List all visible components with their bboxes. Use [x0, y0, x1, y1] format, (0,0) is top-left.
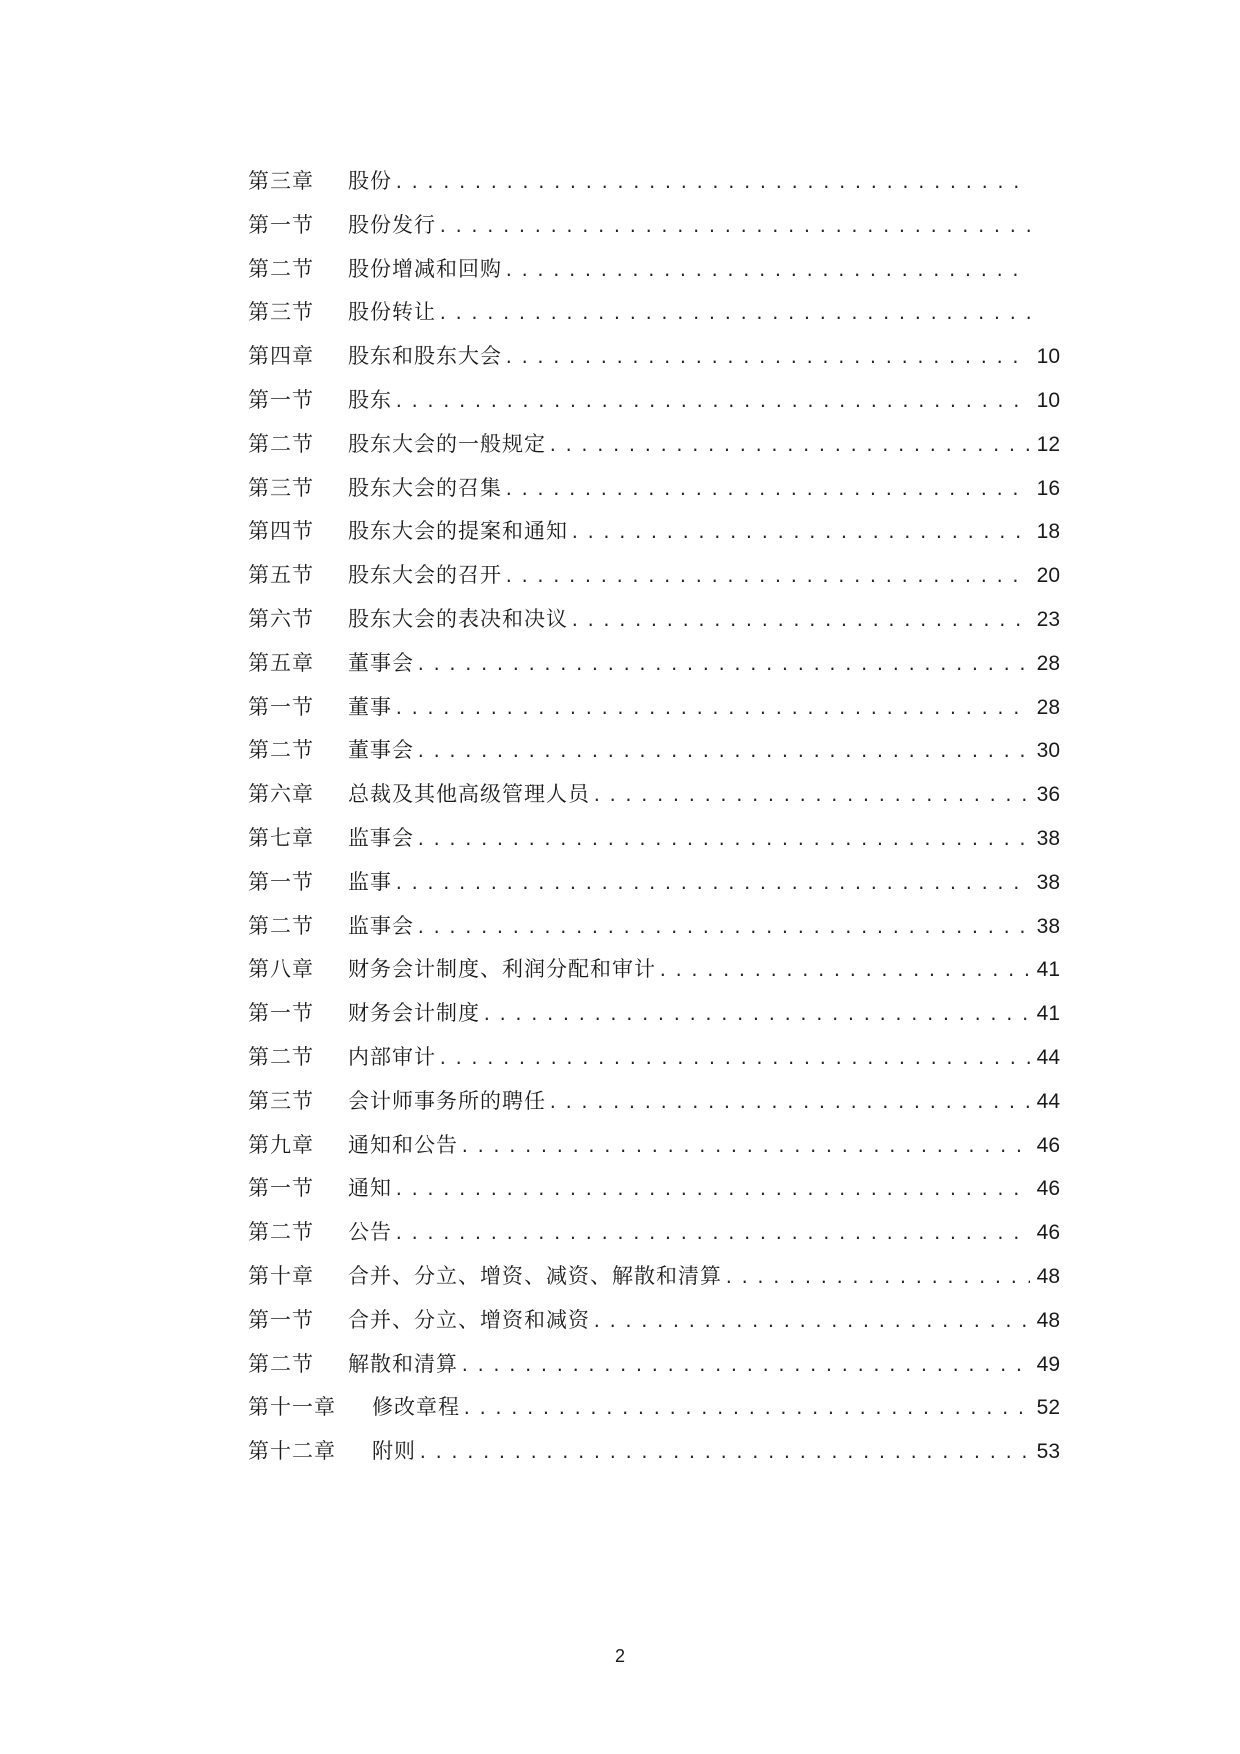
toc-leader-dots	[394, 687, 1030, 731]
toc-entry-page: 38	[1036, 870, 1060, 894]
toc-leader-dots	[394, 1212, 1030, 1256]
toc-entry[interactable]	[248, 335, 1060, 379]
toc-entry-title: 股东和股东大会	[348, 344, 502, 369]
toc-leader-dots	[438, 292, 1030, 336]
toc-entry[interactable]	[248, 729, 1060, 773]
toc-entry[interactable]	[248, 248, 1060, 292]
toc-leader-dots	[460, 1344, 1030, 1388]
toc-entry-title: 股份增减和回购	[348, 256, 502, 281]
toc-entry-label: 第二节	[248, 1044, 314, 1069]
toc-entry[interactable]	[248, 423, 1060, 467]
toc-leader-dots	[462, 1387, 1030, 1431]
toc-leader-dots	[504, 249, 1030, 293]
toc-leader-dots	[418, 1431, 1030, 1475]
toc-entry[interactable]	[248, 642, 1060, 686]
toc-entry[interactable]	[248, 510, 1060, 554]
toc-entry-page: 46	[1036, 1221, 1060, 1245]
toc-entry-label: 第六章	[248, 782, 314, 807]
toc-leader-dots	[394, 161, 1030, 205]
toc-entry-title: 合并、分立、增资和减资	[348, 1307, 590, 1332]
toc-entry[interactable]	[248, 773, 1060, 817]
toc-entry-page: 52	[1036, 1396, 1060, 1420]
toc-entry-page: 48	[1036, 1308, 1060, 1332]
toc-entry-title: 董事会	[348, 738, 414, 763]
toc-entry-label: 第三章	[248, 169, 314, 193]
toc-entry-label: 第十一章	[248, 1395, 336, 1420]
toc-leader-dots	[416, 643, 1030, 687]
toc-entry-page: 36	[1036, 783, 1060, 807]
toc-entry-title: 通知和公告	[348, 1132, 458, 1157]
toc-entry-title: 财务会计制度、利润分配和审计	[348, 957, 656, 982]
toc-entry-page: 28	[1036, 651, 1060, 675]
toc-entry[interactable]	[248, 1386, 1060, 1430]
toc-entry-title: 监事会	[348, 913, 414, 938]
toc-entry-title: 股东大会的提案和通知	[348, 519, 568, 544]
toc-entry[interactable]	[248, 1167, 1060, 1211]
toc-entry-label: 第五章	[248, 650, 314, 675]
toc-entry-title: 股份发行	[348, 212, 436, 237]
toc-entry-label: 第三节	[248, 300, 314, 325]
toc-entry-page: 41	[1036, 1002, 1060, 1026]
toc-entry-title: 股东大会的召集	[348, 475, 502, 500]
toc-entry-title: 股东大会的召开	[348, 563, 502, 588]
toc-entry[interactable]	[248, 291, 1060, 335]
toc-entry-page: 10	[1036, 345, 1060, 369]
toc-entry-label: 第一节	[248, 1176, 314, 1201]
toc-entry-title: 股份	[348, 169, 392, 193]
toc-entry-page: 10	[1036, 388, 1060, 412]
toc-entry-title: 通知	[348, 1176, 392, 1201]
toc-entry-label: 第一节	[248, 869, 314, 894]
page-number: 2	[614, 1646, 625, 1666]
toc-leader-dots	[504, 555, 1030, 599]
toc-leader-dots	[504, 468, 1030, 512]
toc-entry[interactable]	[248, 554, 1060, 598]
toc-entry[interactable]	[248, 1124, 1060, 1168]
toc-leader-dots	[570, 511, 1030, 555]
toc-leader-dots	[416, 818, 1030, 862]
toc-entry-page: 41	[1036, 958, 1060, 982]
toc-entry[interactable]	[248, 1430, 1060, 1474]
toc-entry-title: 解散和清算	[348, 1351, 458, 1376]
toc-entry-page: 49	[1036, 1352, 1060, 1376]
toc-leader-dots	[438, 1037, 1030, 1081]
toc-leader-dots	[592, 1300, 1030, 1344]
toc-leader-dots	[482, 993, 1030, 1037]
toc-leader-dots	[416, 730, 1030, 774]
toc-entry[interactable]	[248, 598, 1060, 642]
toc-entry-title: 会计师事务所的聘任	[348, 1088, 546, 1113]
toc-leader-dots	[592, 774, 1030, 818]
toc-entry-title: 内部审计	[348, 1044, 436, 1069]
toc-entry[interactable]	[248, 1211, 1060, 1255]
toc-entry[interactable]	[248, 1080, 1060, 1124]
toc-leader-dots	[504, 336, 1030, 380]
toc-leader-dots	[658, 949, 1030, 993]
toc-entry-label: 第四章	[248, 344, 314, 369]
toc-entry[interactable]	[248, 467, 1060, 511]
toc-entry-page: 30	[1036, 739, 1060, 763]
toc-entry-title: 董事会	[348, 650, 414, 675]
toc-entry-label: 第二节	[248, 1220, 314, 1245]
toc-leader-dots	[460, 1125, 1030, 1169]
toc-entry-label: 第八章	[248, 957, 314, 982]
toc-leader-dots	[394, 380, 1030, 424]
toc-leader-dots	[724, 1256, 1030, 1300]
toc-entry[interactable]	[248, 1036, 1060, 1080]
toc-entry[interactable]	[248, 1299, 1060, 1343]
toc-entry[interactable]	[248, 204, 1060, 248]
toc-entry[interactable]	[248, 1255, 1060, 1299]
toc-entry[interactable]	[248, 160, 1060, 204]
toc-entry-label: 第一节	[248, 1307, 314, 1332]
toc-entry-page: 20	[1036, 564, 1060, 588]
toc-entry[interactable]	[248, 992, 1060, 1036]
toc-entry-label: 第二节	[248, 1351, 314, 1376]
toc-leader-dots	[570, 599, 1030, 643]
toc-entry-title: 合并、分立、增资、减资、解散和清算	[348, 1263, 722, 1288]
toc-leader-dots	[394, 862, 1030, 906]
toc-entry-title: 监事会	[348, 825, 414, 850]
toc-entry-page: 38	[1036, 914, 1060, 938]
toc-entry-label: 第四节	[248, 519, 314, 544]
toc-entry-label: 第二节	[248, 738, 314, 763]
toc-entry-title: 修改章程	[372, 1395, 460, 1420]
toc-entry[interactable]	[248, 861, 1060, 905]
toc-entry[interactable]	[248, 379, 1060, 423]
toc-entry-label: 第一节	[248, 387, 314, 412]
toc-entry-title: 股份转让	[348, 300, 436, 325]
toc-entry[interactable]	[248, 948, 1060, 992]
toc-entry-label: 第十章	[248, 1263, 314, 1288]
toc-leader-dots	[548, 424, 1030, 468]
toc-entry-page: 44	[1036, 1089, 1060, 1113]
toc-entry-label: 第九章	[248, 1132, 314, 1157]
toc-entry-page: 28	[1036, 695, 1060, 719]
toc-entry-label: 第一节	[248, 694, 314, 719]
toc-entry-page: 44	[1036, 1045, 1060, 1069]
toc-entry-label: 第三节	[248, 475, 314, 500]
toc-entry[interactable]	[248, 905, 1060, 949]
toc-leader-dots	[416, 906, 1030, 950]
toc-entry-page: 23	[1036, 607, 1060, 631]
toc-entry-page: 46	[1036, 1177, 1060, 1201]
toc-entry-title: 股东大会的一般规定	[348, 431, 546, 456]
toc-leader-dots	[548, 1081, 1030, 1125]
table-of-contents	[248, 160, 1060, 1474]
toc-entry-label: 第五节	[248, 563, 314, 588]
toc-entry-label: 第七章	[248, 825, 314, 850]
toc-entry-page: 18	[1036, 520, 1060, 544]
toc-entry-label: 第三节	[248, 1088, 314, 1113]
toc-entry-page: 12	[1036, 432, 1060, 456]
toc-leader-dots	[438, 205, 1030, 249]
toc-leader-dots	[394, 1168, 1030, 1212]
toc-entry-title: 公告	[348, 1220, 392, 1245]
toc-entry-title: 附则	[372, 1439, 416, 1464]
toc-entry[interactable]	[248, 1343, 1060, 1387]
toc-entry-title: 股东大会的表决和决议	[348, 606, 568, 631]
toc-entry-page: 53	[1036, 1440, 1060, 1464]
toc-entry-label: 第二节	[248, 431, 314, 456]
toc-entry-label: 第一节	[248, 1001, 314, 1026]
toc-entry-label: 第十二章	[248, 1439, 336, 1464]
toc-entry[interactable]	[248, 817, 1060, 861]
toc-entry-page: 38	[1036, 826, 1060, 850]
toc-entry-page: 46	[1036, 1133, 1060, 1157]
toc-entry-label: 第二节	[248, 913, 314, 938]
toc-entry-label: 第六节	[248, 606, 314, 631]
toc-entry-label: 第一节	[248, 212, 314, 237]
toc-entry-title: 财务会计制度	[348, 1001, 480, 1026]
toc-entry-title: 总裁及其他高级管理人员	[348, 782, 590, 807]
toc-entry-title: 监事	[348, 869, 392, 894]
toc-entry-page: 16	[1036, 476, 1060, 500]
toc-entry-label: 第二节	[248, 256, 314, 281]
toc-entry-title: 董事	[348, 694, 392, 719]
toc-entry-title: 股东	[348, 387, 392, 412]
toc-entry[interactable]	[248, 686, 1060, 730]
toc-entry-page: 48	[1036, 1264, 1060, 1288]
